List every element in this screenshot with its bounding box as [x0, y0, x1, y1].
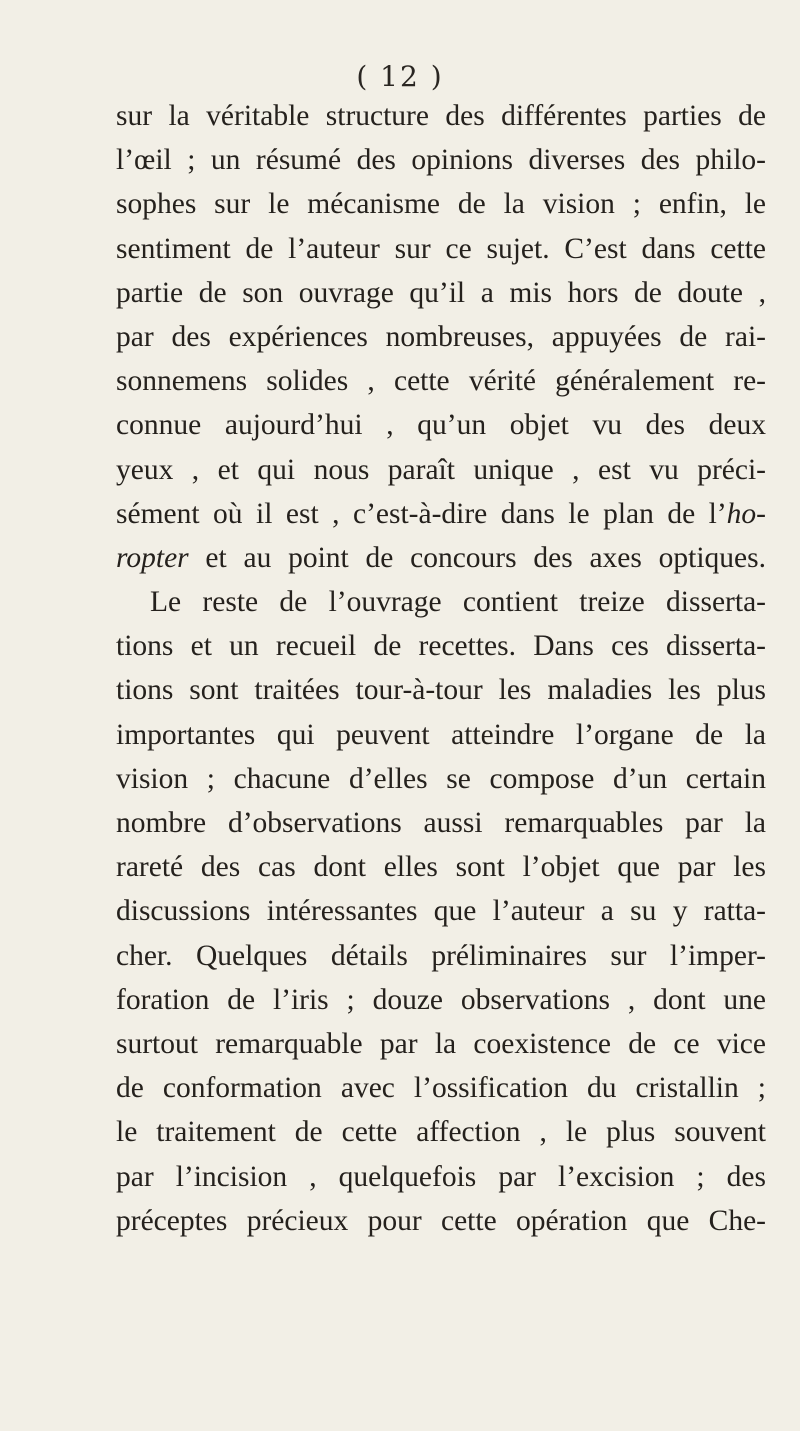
- text-line-part: sément où il est , c’est-à-dire dans le plan de l’: [116, 497, 727, 530]
- italic-term-start: ho-: [726, 497, 766, 530]
- text-line: sonnemens solides , cette vérité généralement re-: [116, 365, 766, 398]
- text-line: importantes qui peuvent atteindre l’organe de la: [116, 718, 766, 751]
- text-line: de conformation avec l’ossification du cristallin ;: [116, 1072, 766, 1105]
- text-line-horopter: [116, 492, 766, 536]
- text-line: connue aujourd’hui , qu’un objet vu des deux: [116, 409, 766, 442]
- text-line: par l’incision , quelquefois par l’excision ; des: [116, 1160, 766, 1193]
- text-line: yeux , et qui nous paraît unique , est vu préci-: [116, 453, 766, 486]
- text-line: le traitement de cette affection , le plus souvent: [116, 1116, 766, 1149]
- text-line: vision ; chacune d’elles se compose d’un certain: [116, 762, 766, 795]
- text-line: sentiment de l’auteur sur ce sujet. C’est dans cette: [116, 232, 766, 265]
- text-line: tions sont traitées tour-à-tour les maladies les plus: [116, 674, 766, 707]
- text-line: tions et un recueil de recettes. Dans ces disserta-: [116, 630, 766, 663]
- text-line: foration de l’iris ; douze observations , dont une: [116, 983, 766, 1016]
- text-line: surtout remarquable par la coexistence de ce vice: [116, 1027, 766, 1060]
- paragraph-start-line: Le reste de l’ouvrage contient treize disserta-: [150, 586, 766, 619]
- text-line: sophes sur le mécanisme de la vision ; enfin, le: [116, 188, 766, 221]
- body-text: [116, 94, 766, 1243]
- text-line: rareté des cas dont elles sont l’objet que par les: [116, 851, 766, 884]
- text-line: partie de son ouvrage qu’il a mis hors de doute ,: [116, 276, 766, 309]
- text-line: sur la véritable structure des différentes parties de: [116, 100, 766, 132]
- text-line: discussions intéressantes que l’auteur a su y ratta-: [116, 895, 766, 928]
- text-line-part: et au point de concours des axes optiques.: [188, 541, 766, 574]
- text-line: cher. Quelques détails préliminaires sur l’imper-: [116, 939, 766, 972]
- text-line: l’œil ; un résumé des opinions diverses des philo-: [116, 144, 766, 177]
- page-number: ( 12 ): [356, 60, 444, 93]
- text-line: préceptes précieux pour cette opération que Che-: [116, 1204, 766, 1237]
- text-line: nombre d’observations aussi remarquables par la: [116, 807, 766, 839]
- text-line-horopter-end: [116, 536, 766, 580]
- italic-term-end: ropter: [116, 541, 189, 574]
- text-line: par des expériences nombreuses, appuyées de rai-: [116, 320, 766, 353]
